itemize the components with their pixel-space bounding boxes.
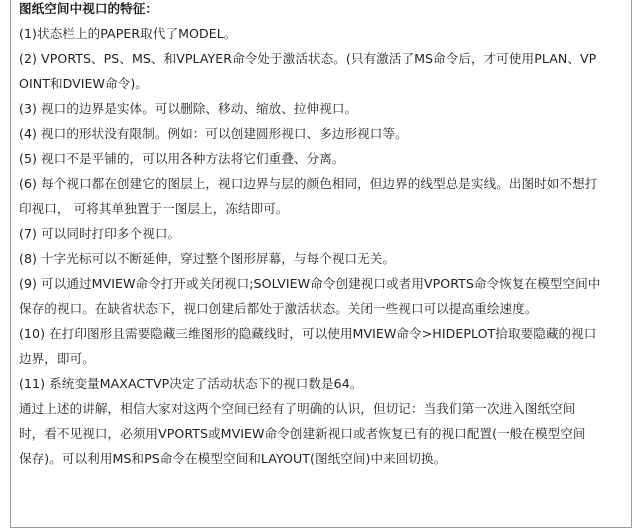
document-title: 图纸空间中视口的特征： [19,1,159,16]
document-body [19,0,624,471]
text-line: (7) 可以同时打印多个视口。 [19,226,181,241]
text-line: (4) 视口的形状没有限制。例如：可以创建圆形视口、多边形视口等。 [19,126,408,141]
text-line: (11) 系统变量MAXACTVP决定了活动状态下的视口数是64。 [19,376,363,391]
text-line: (6) 每个视口都在创建它的图层上，视口边界与层的颜色相同，但边界的线型总是实线。出图时如不想打 [19,176,598,191]
text-line: (3) 视口的边界是实体。可以删除、移动、缩放、拉伸视口。 [19,101,358,116]
text-line: (9) 可以通过MVIEW命令打开或关闭视口;SOLVIEW命令创建视口或者用VPORTS命令恢复在模型空间中 [19,276,601,291]
document-frame [10,0,632,528]
text-line: (1)状态栏上的PAPER取代了MODEL。 [19,26,237,41]
text-line: 印视口， 可将其单独置于一图层上，冻结即可。 [19,201,289,216]
text-line: OINT和DVIEW命令)。 [19,76,148,91]
text-line: (10) 在打印图形且需要隐藏三维图形的隐藏线时，可以使用MVIEW命令>HIDEPLOT拾取要隐藏的视口 [19,326,597,341]
text-line: (5) 视口不是平铺的，可以用各种方法将它们重叠、分离。 [19,151,345,166]
text-line: 边界，即可。 [19,351,95,366]
text-line: 时，看不见视口，必须用VPORTS或MVIEW命令创建新视口或者恢复已有的视口配置(一般在模型空间 [19,426,586,441]
text-line: 保存)。可以利用MS和PS命令在模型空间和LAYOUT(图纸空间)中来回切换。 [19,451,447,466]
text-line: 通过上述的讲解，相信大家对这两个空间已经有了明确的认识，但切记：当我们第一次进入图纸空间 [19,401,576,416]
text-line: (8) 十字光标可以不断延伸，穿过整个图形屏幕，与每个视口无关。 [19,251,396,266]
text-line: 保存的视口。在缺省状态下，视口创建后都处于激活状态。关闭一些视口可以提高重绘速度。 [19,301,538,316]
text-line: (2) VPORTS、PS、MS、和VPLAYER命令处于激活状态。(只有激活了MS命令后，才可使用PLAN、VP [19,51,597,66]
